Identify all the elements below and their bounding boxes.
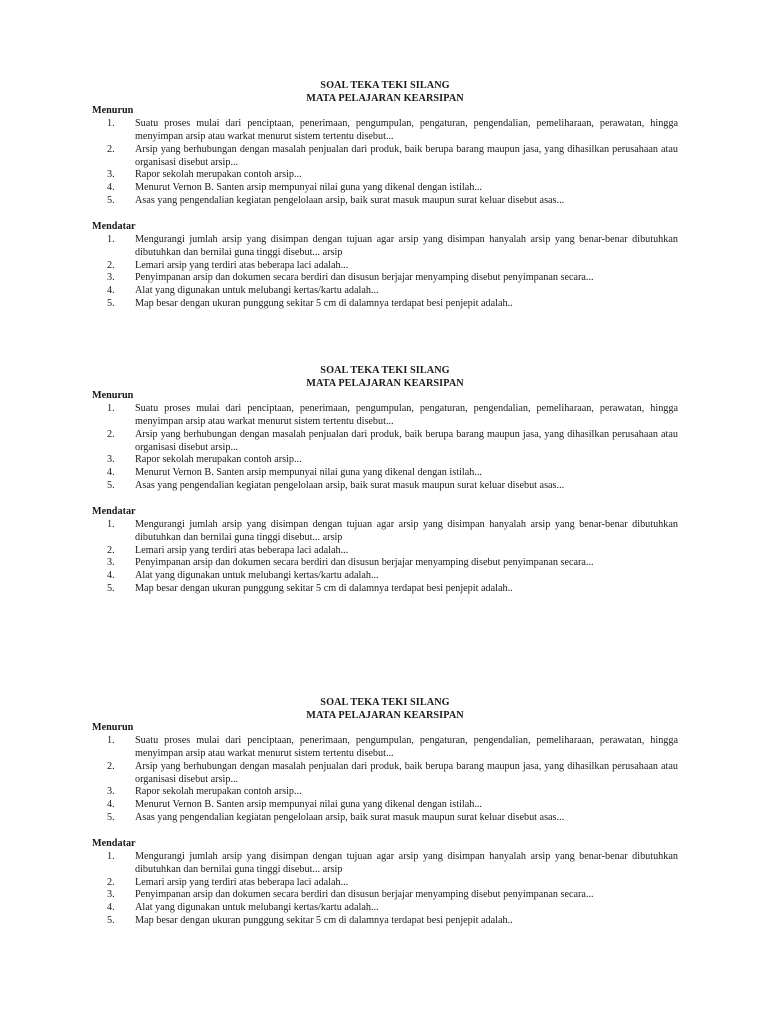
worksheet-title: SOAL TEKA TEKI SILANG xyxy=(320,697,450,708)
list-item xyxy=(92,169,678,182)
question-text: Asas yang pengendalian kegiatan pengelolaan arsip, baik surat masuk maupun surat keluar disebut asas... xyxy=(135,812,565,824)
list-item xyxy=(92,735,678,761)
list-item xyxy=(92,234,678,260)
question-number: 5. xyxy=(107,812,115,824)
question-number: 4. xyxy=(107,182,115,194)
list-item xyxy=(92,761,678,787)
question-number: 4. xyxy=(107,902,115,914)
across-question-list xyxy=(92,234,678,311)
question-number: 3. xyxy=(107,272,115,284)
list-item xyxy=(92,467,678,480)
question-text: Rapor sekolah merupakan contoh arsip... xyxy=(135,169,302,181)
list-item xyxy=(92,260,678,273)
list-item xyxy=(92,557,678,570)
question-text: Arsip yang berhubungan dengan masalah penjualan dari produk, baik berupa barang maupun jasa, yang dihasilkan perusahaan atau organisasi disebut arsip... xyxy=(135,428,678,453)
question-number: 1. xyxy=(107,734,115,746)
question-number: 3. xyxy=(107,169,115,181)
list-item xyxy=(92,182,678,195)
across-heading: Mendatar xyxy=(92,506,136,518)
across-question-list xyxy=(92,851,678,928)
question-number: 5. xyxy=(107,298,115,310)
question-text: Penyimpanan arsip dan dokumen secara berdiri dan disusun berjajar menyamping disebut penyimpanan secara... xyxy=(135,557,594,569)
question-number: 4. xyxy=(107,285,115,297)
list-item xyxy=(92,570,678,583)
question-number: 4. xyxy=(107,799,115,811)
question-text: Rapor sekolah merupakan contoh arsip... xyxy=(135,786,302,798)
question-text: Lemari arsip yang terdiri atas beberapa laci adalah... xyxy=(135,259,349,271)
question-text: Menurut Vernon B. Santen arsip mempunyai nilai guna yang dikenal dengan istilah... xyxy=(135,467,482,479)
question-number: 5. xyxy=(107,195,115,207)
question-number: 4. xyxy=(107,570,115,582)
question-number: 1. xyxy=(107,117,115,129)
across-question-list xyxy=(92,519,678,596)
list-item xyxy=(92,889,678,902)
worksheet-subtitle: MATA PELAJARAN KEARSIPAN xyxy=(306,709,464,721)
down-question-list xyxy=(92,403,678,493)
list-item xyxy=(92,454,678,467)
question-text: Mengurangi jumlah arsip yang disimpan dengan tujuan agar arsip yang disimpan hanyalah arsip yang benar-benar dibutuhkan dibutuhkan dan bernilai guna tinggi disebut... arsip xyxy=(135,518,678,543)
list-item xyxy=(92,118,678,144)
down-question-list xyxy=(92,735,678,825)
worksheet-subtitle: MATA PELAJARAN KEARSIPAN xyxy=(306,377,464,389)
across-heading: Mendatar xyxy=(92,838,136,850)
list-item xyxy=(92,583,678,596)
question-number: 2. xyxy=(107,428,115,440)
list-item xyxy=(92,272,678,285)
question-number: 1. xyxy=(107,402,115,414)
question-text: Alat yang digunakan untuk melubangi kertas/kartu adalah... xyxy=(135,570,379,582)
question-number: 1. xyxy=(107,518,115,530)
list-item xyxy=(92,786,678,799)
question-text: Alat yang digunakan untuk melubangi kertas/kartu adalah... xyxy=(135,285,379,297)
question-text: Menurut Vernon B. Santen arsip mempunyai nilai guna yang dikenal dengan istilah... xyxy=(135,182,482,194)
worksheet-title: SOAL TEKA TEKI SILANG xyxy=(320,365,450,376)
question-text: Asas yang pengendalian kegiatan pengelolaan arsip, baik surat masuk maupun surat keluar disebut asas... xyxy=(135,480,565,492)
question-text: Mengurangi jumlah arsip yang disimpan dengan tujuan agar arsip yang disimpan hanyalah arsip yang benar-benar dibutuhkan dibutuhkan dan bernilai guna tinggi disebut... arsip xyxy=(135,850,678,875)
question-number: 3. xyxy=(107,786,115,798)
down-heading: Menurun xyxy=(92,390,134,402)
question-text: Map besar dengan ukuran punggung sekitar 5 cm di dalamnya terdapat besi penjepit adalah.. xyxy=(135,298,513,310)
question-number: 2. xyxy=(107,760,115,772)
list-item xyxy=(92,545,678,558)
across-heading: Mendatar xyxy=(92,221,136,233)
list-item xyxy=(92,877,678,890)
list-item xyxy=(92,851,678,877)
question-text: Penyimpanan arsip dan dokumen secara berdiri dan disusun berjajar menyamping disebut penyimpanan secara... xyxy=(135,272,594,284)
question-text: Map besar dengan ukuran punggung sekitar 5 cm di dalamnya terdapat besi penjepit adalah.. xyxy=(135,583,513,595)
list-item xyxy=(92,429,678,455)
question-number: 5. xyxy=(107,480,115,492)
list-item xyxy=(92,812,678,825)
question-text: Lemari arsip yang terdiri atas beberapa laci adalah... xyxy=(135,544,349,556)
worksheet-title: SOAL TEKA TEKI SILANG xyxy=(320,80,450,91)
list-item xyxy=(92,519,678,545)
question-text: Penyimpanan arsip dan dokumen secara berdiri dan disusun berjajar menyamping disebut penyimpanan secara... xyxy=(135,889,594,901)
list-item xyxy=(92,144,678,170)
question-text: Menurut Vernon B. Santen arsip mempunyai nilai guna yang dikenal dengan istilah... xyxy=(135,799,482,811)
question-number: 2. xyxy=(107,143,115,155)
question-text: Suatu proses mulai dari penciptaan, penerimaan, pengumpulan, pengaturan, pengendalian, pemeliharaan, perawatan, hingga menyimpan arsip atau warkat menurut sistem tertentu disebut... xyxy=(135,402,678,427)
list-item xyxy=(92,902,678,915)
question-number: 3. xyxy=(107,454,115,466)
question-number: 4. xyxy=(107,467,115,479)
question-text: Lemari arsip yang terdiri atas beberapa laci adalah... xyxy=(135,876,349,888)
question-number: 2. xyxy=(107,544,115,556)
worksheet-subtitle: MATA PELAJARAN KEARSIPAN xyxy=(306,92,464,104)
question-text: Alat yang digunakan untuk melubangi kertas/kartu adalah... xyxy=(135,902,379,914)
list-item xyxy=(92,799,678,812)
question-text: Map besar dengan ukuran punggung sekitar 5 cm di dalamnya terdapat besi penjepit adalah.. xyxy=(135,915,513,927)
question-text: Arsip yang berhubungan dengan masalah penjualan dari produk, baik berupa barang maupun jasa, yang dihasilkan perusahaan atau organisasi disebut arsip... xyxy=(135,760,678,785)
question-text: Suatu proses mulai dari penciptaan, penerimaan, pengumpulan, pengaturan, pengendalian, pemeliharaan, perawatan, hingga menyimpan arsip atau warkat menurut sistem tertentu disebut... xyxy=(135,734,678,759)
question-text: Mengurangi jumlah arsip yang disimpan dengan tujuan agar arsip yang disimpan hanyalah arsip yang benar-benar dibutuhkan dibutuhkan dan bernilai guna tinggi disebut... arsip xyxy=(135,233,678,258)
down-question-list xyxy=(92,118,678,208)
list-item xyxy=(92,195,678,208)
down-heading: Menurun xyxy=(92,105,134,117)
list-item xyxy=(92,403,678,429)
question-text: Arsip yang berhubungan dengan masalah penjualan dari produk, baik berupa barang maupun jasa, yang dihasilkan perusahaan atau organisasi disebut arsip... xyxy=(135,143,678,168)
question-text: Rapor sekolah merupakan contoh arsip... xyxy=(135,454,302,466)
question-number: 1. xyxy=(107,850,115,862)
list-item xyxy=(92,915,678,928)
question-number: 3. xyxy=(107,889,115,901)
question-number: 1. xyxy=(107,233,115,245)
list-item xyxy=(92,480,678,493)
worksheet-block-2 xyxy=(92,365,678,596)
question-number: 2. xyxy=(107,876,115,888)
list-item xyxy=(92,285,678,298)
worksheet-block-1 xyxy=(92,80,678,311)
down-heading: Menurun xyxy=(92,722,134,734)
question-number: 3. xyxy=(107,557,115,569)
question-number: 2. xyxy=(107,259,115,271)
question-number: 5. xyxy=(107,583,115,595)
list-item xyxy=(92,298,678,311)
question-number: 5. xyxy=(107,915,115,927)
question-text: Asas yang pengendalian kegiatan pengelolaan arsip, baik surat masuk maupun surat keluar disebut asas... xyxy=(135,195,565,207)
worksheet-block-3 xyxy=(92,697,678,928)
question-text: Suatu proses mulai dari penciptaan, penerimaan, pengumpulan, pengaturan, pengendalian, pemeliharaan, perawatan, hingga menyimpan arsip atau warkat menurut sistem tertentu disebut... xyxy=(135,117,678,142)
